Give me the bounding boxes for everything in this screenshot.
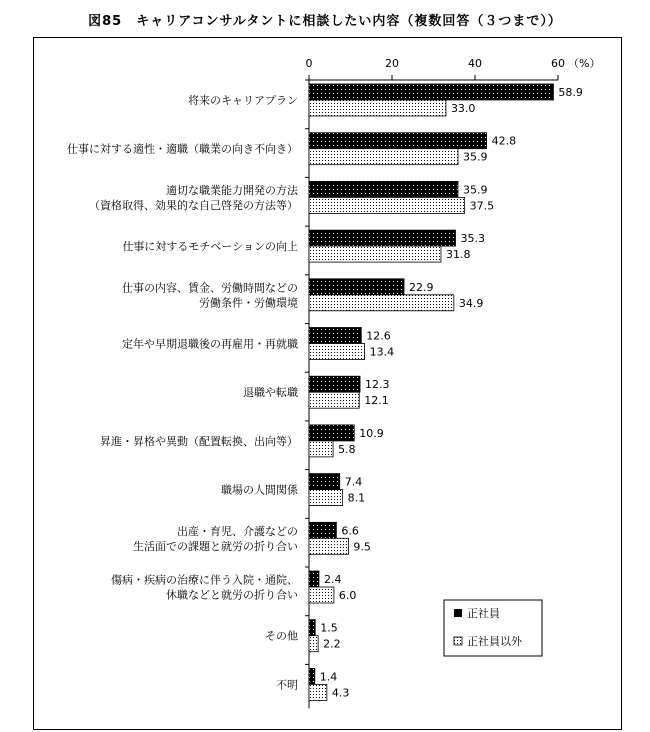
category-label: 将来のキャリアプラン (188, 94, 298, 107)
bar-regular (309, 133, 487, 149)
chart-title: 図85 キャリアコンサルタントに相談したい内容（複数回答（３つまで）） (88, 14, 562, 29)
value-label-nonregular: 35.9 (462, 150, 488, 164)
value-label-regular: 35.9 (462, 183, 488, 197)
category-label: 労働条件・労働環境 (199, 296, 298, 310)
bar-regular (309, 230, 455, 246)
value-label-nonregular: 5.8 (338, 442, 356, 456)
bar-nonregular (309, 441, 333, 457)
bar-regular (309, 474, 340, 490)
bar-regular (309, 571, 319, 587)
legend-swatch-nonregular (454, 637, 462, 645)
category-label: 定年や早期退職後の再雇用・再就職 (122, 337, 298, 351)
value-label-regular: 58.9 (558, 86, 583, 99)
value-label-regular: 22.9 (409, 280, 434, 294)
value-label-regular: 7.4 (344, 475, 363, 489)
tick-label-20: 20 (385, 57, 399, 70)
bar-nonregular (309, 392, 359, 408)
bar-nonregular (309, 344, 365, 360)
category-label: 退職や転職 (243, 386, 298, 400)
value-label-nonregular: 4.3 (331, 686, 350, 700)
value-label-regular: 1.5 (320, 621, 338, 635)
bar-nonregular (309, 587, 334, 603)
value-label-nonregular: 8.1 (347, 491, 366, 505)
category-label: （資格取得、効果的な自己啓発の方法等） (89, 198, 298, 212)
bar-nonregular (309, 197, 465, 213)
value-label-nonregular: 31.8 (445, 248, 471, 262)
category-label: 出産・育児、介護などの (177, 524, 298, 538)
value-label-regular: 2.4 (323, 573, 342, 586)
category-label: 適切な職業能力開発の方法 (166, 183, 298, 197)
value-label-nonregular: 6.0 (338, 589, 357, 602)
category-label: 仕事に対するモチベーションの向上 (122, 240, 298, 254)
bar-regular (309, 84, 553, 100)
category-label: その他 (265, 629, 298, 643)
bar-regular (309, 376, 360, 392)
value-label-nonregular: 37.5 (469, 199, 495, 213)
bar-regular (309, 328, 361, 344)
bar-nonregular (309, 538, 348, 554)
category-label: 不明 (276, 678, 298, 692)
tick-label-40: 40 (468, 57, 482, 70)
category-labels (67, 93, 299, 691)
bar-regular (309, 425, 354, 441)
value-label-regular: 12.3 (365, 378, 390, 392)
value-label-nonregular: 2.2 (323, 637, 341, 651)
bar-regular (309, 668, 315, 684)
bar-nonregular (309, 246, 441, 262)
category-label: 休職などと就労の折り合い (166, 588, 298, 602)
bar-regular (309, 279, 404, 295)
bar-nonregular (309, 100, 446, 116)
legend-label-nonregular: 正社員以外 (467, 635, 522, 648)
legend (444, 600, 542, 656)
bar-regular (309, 181, 458, 197)
legend-label-regular: 正社員 (467, 607, 500, 620)
value-label-nonregular: 12.1 (364, 394, 389, 408)
value-label-nonregular: 34.9 (458, 296, 484, 310)
category-label: 仕事に対する適性・適職（職業の向き不向き） (67, 142, 298, 156)
value-label-regular: 42.8 (491, 134, 517, 148)
category-label: 昇進・昇格や異動（配置転換、出向等） (100, 434, 298, 448)
bar-nonregular (309, 490, 343, 506)
value-label-nonregular: 33.0 (450, 102, 476, 115)
tick-label-60: 60 (551, 57, 565, 70)
value-label-nonregular: 13.4 (369, 345, 395, 359)
value-label-regular: 35.3 (460, 232, 485, 246)
value-label-nonregular: 9.5 (353, 540, 371, 554)
value-label-regular: 1.4 (319, 670, 338, 684)
bar-nonregular (309, 684, 327, 700)
bar-nonregular (309, 295, 454, 311)
category-label: 傷病・疾病の治療に伴う入院・通院、 (111, 573, 298, 587)
value-label-regular: 10.9 (359, 426, 384, 440)
value-label-regular: 12.6 (366, 329, 391, 343)
category-label: 職場の人間関係 (221, 483, 298, 497)
tick-label-0: 0 (305, 57, 313, 70)
bar-nonregular (309, 149, 458, 165)
category-label: 仕事の内容、賃金、労働時間などの (122, 281, 298, 295)
bar-regular (309, 620, 315, 636)
bar-nonregular (309, 636, 318, 652)
axis-unit-label: （%） (568, 57, 601, 70)
category-label: 生活面での課題と就労の折り合い (133, 539, 298, 553)
legend-swatch-regular (454, 609, 462, 617)
bar-regular (309, 522, 336, 538)
value-label-regular: 6.6 (341, 524, 359, 538)
